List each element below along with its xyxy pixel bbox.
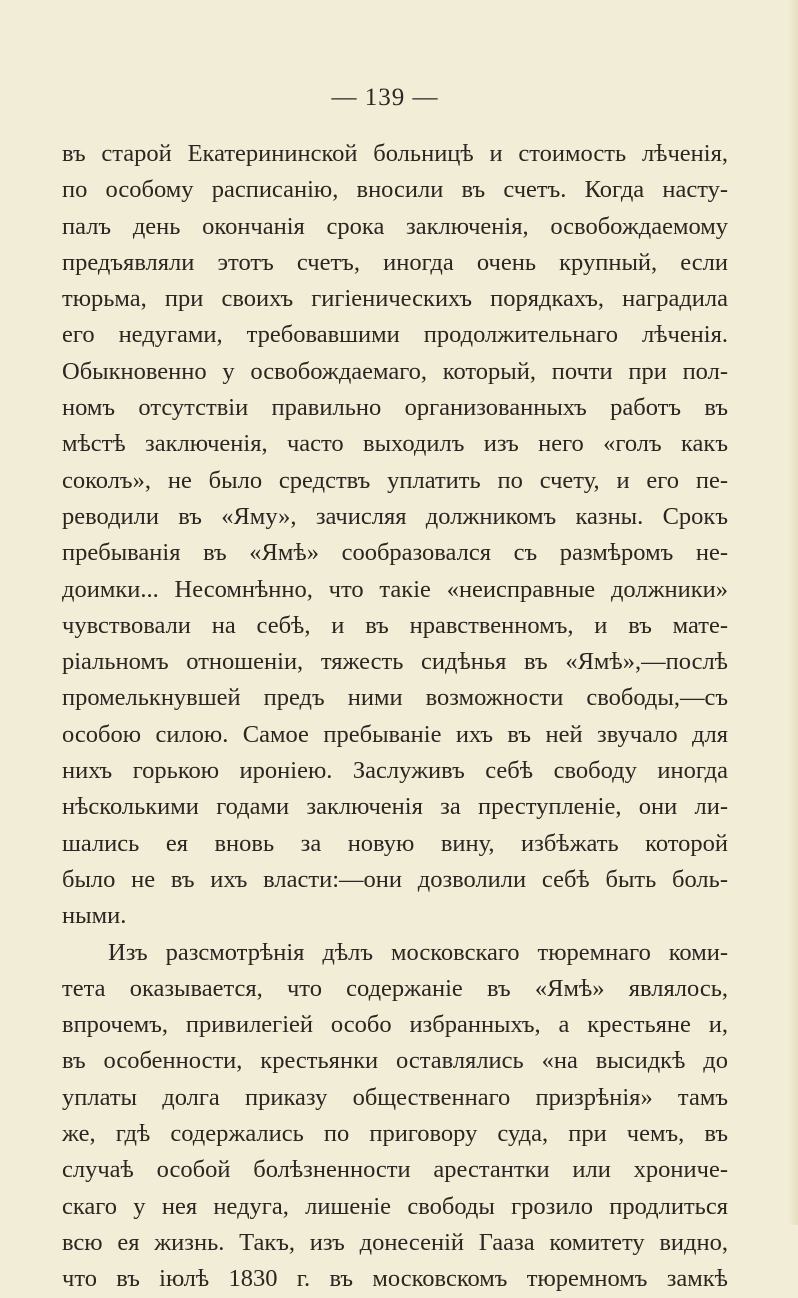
text-line: доимки... Несомнѣнно, что такіе «неисправные должники»	[62, 575, 728, 603]
text-line: шались ея вновь за новую вину, избѣжать которой	[62, 829, 728, 857]
text-line: пребыванія въ «Ямѣ» сообразовался съ размѣромъ не-	[62, 539, 728, 567]
text-line: нѣсколькими годами заключенія за преступленіе, они ли-	[62, 793, 728, 821]
text-line: въ особенности, крестьянки оставлялись «на высидкѣ до	[62, 1047, 728, 1075]
text-line: ными.	[62, 902, 127, 930]
page-number: — 139 —	[331, 84, 439, 111]
text-line: что въ іюлѣ 1830 г. въ московскомъ тюремномъ замкѣ	[62, 1265, 728, 1293]
text-line: реводили въ «Яму», зачисляя должникомъ казны. Срокъ	[62, 502, 728, 530]
text-line: въ старой Екатерининской больницѣ и стоимость лѣченія,	[62, 140, 728, 167]
text-line: тета оказывается, что содержаніе въ «Ямѣ» являлось,	[62, 974, 728, 1002]
text-line: предъявляли этотъ счетъ, иногда очень крупный, если	[62, 248, 728, 276]
text-line: промелькнувшей предъ ними возможности свободы,—съ	[62, 684, 728, 712]
text-line: нихъ горькою ироніею. Заслуживъ себѣ свободу иногда	[62, 757, 728, 785]
body-text	[62, 136, 728, 1298]
text-line: по особому расписанію, вносили въ счетъ. Когда насту-	[62, 176, 728, 204]
text-line: мѣстѣ заключенія, часто выходилъ изъ него «голъ какъ	[62, 430, 728, 458]
text-line: номъ отсутствіи правильно организованныхъ работъ въ	[62, 394, 728, 422]
page-edge	[788, 0, 798, 1225]
text-line: особою силою. Самое пребываніе ихъ въ ней звучало для	[62, 720, 728, 748]
text-line: было не въ ихъ власти:—они дозволили себѣ быть боль-	[62, 865, 728, 893]
text-line: его недугами, требовавшими продолжительнаго лѣченія.	[62, 321, 728, 349]
text-line: впрочемъ, привилегіей особо избранныхъ, а крестьяне и,	[62, 1011, 728, 1039]
text-line: же, гдѣ содержались по приговору суда, при чемъ, въ	[62, 1120, 728, 1148]
text-line: тюрьма, при своихъ гигіеническихъ порядкахъ, наградила	[62, 285, 728, 313]
text-line: уплаты долга приказу общественнаго призрѣнія» тамъ	[62, 1083, 728, 1111]
text-line: скаго у нея недуга, лишеніе свободы грозило продлиться	[62, 1192, 728, 1220]
text-line: случаѣ особой болѣзненности арестантки или хрониче-	[62, 1156, 728, 1184]
text-line: всю ея жизнь. Такъ, изъ донесеній Гааза комитету видно,	[62, 1228, 728, 1256]
text-line: ріальномъ отношеніи, тяжесть сидѣнья въ «Ямѣ»,—послѣ	[62, 648, 728, 676]
text-line: палъ день окончанія срока заключенія, освобождаемому	[62, 212, 728, 240]
text-line: Обыкновенно у освобождаемаго, который, почти при пол-	[62, 357, 728, 385]
text-line: соколъ», не было средствъ уплатить по счету, и его пе-	[62, 466, 728, 494]
text-line: чувствовали на себѣ, и въ нравственномъ, и въ мате-	[62, 611, 728, 639]
text-line: Изъ разсмотрѣнія дѣлъ московскаго тюремнаго коми-	[108, 938, 728, 966]
